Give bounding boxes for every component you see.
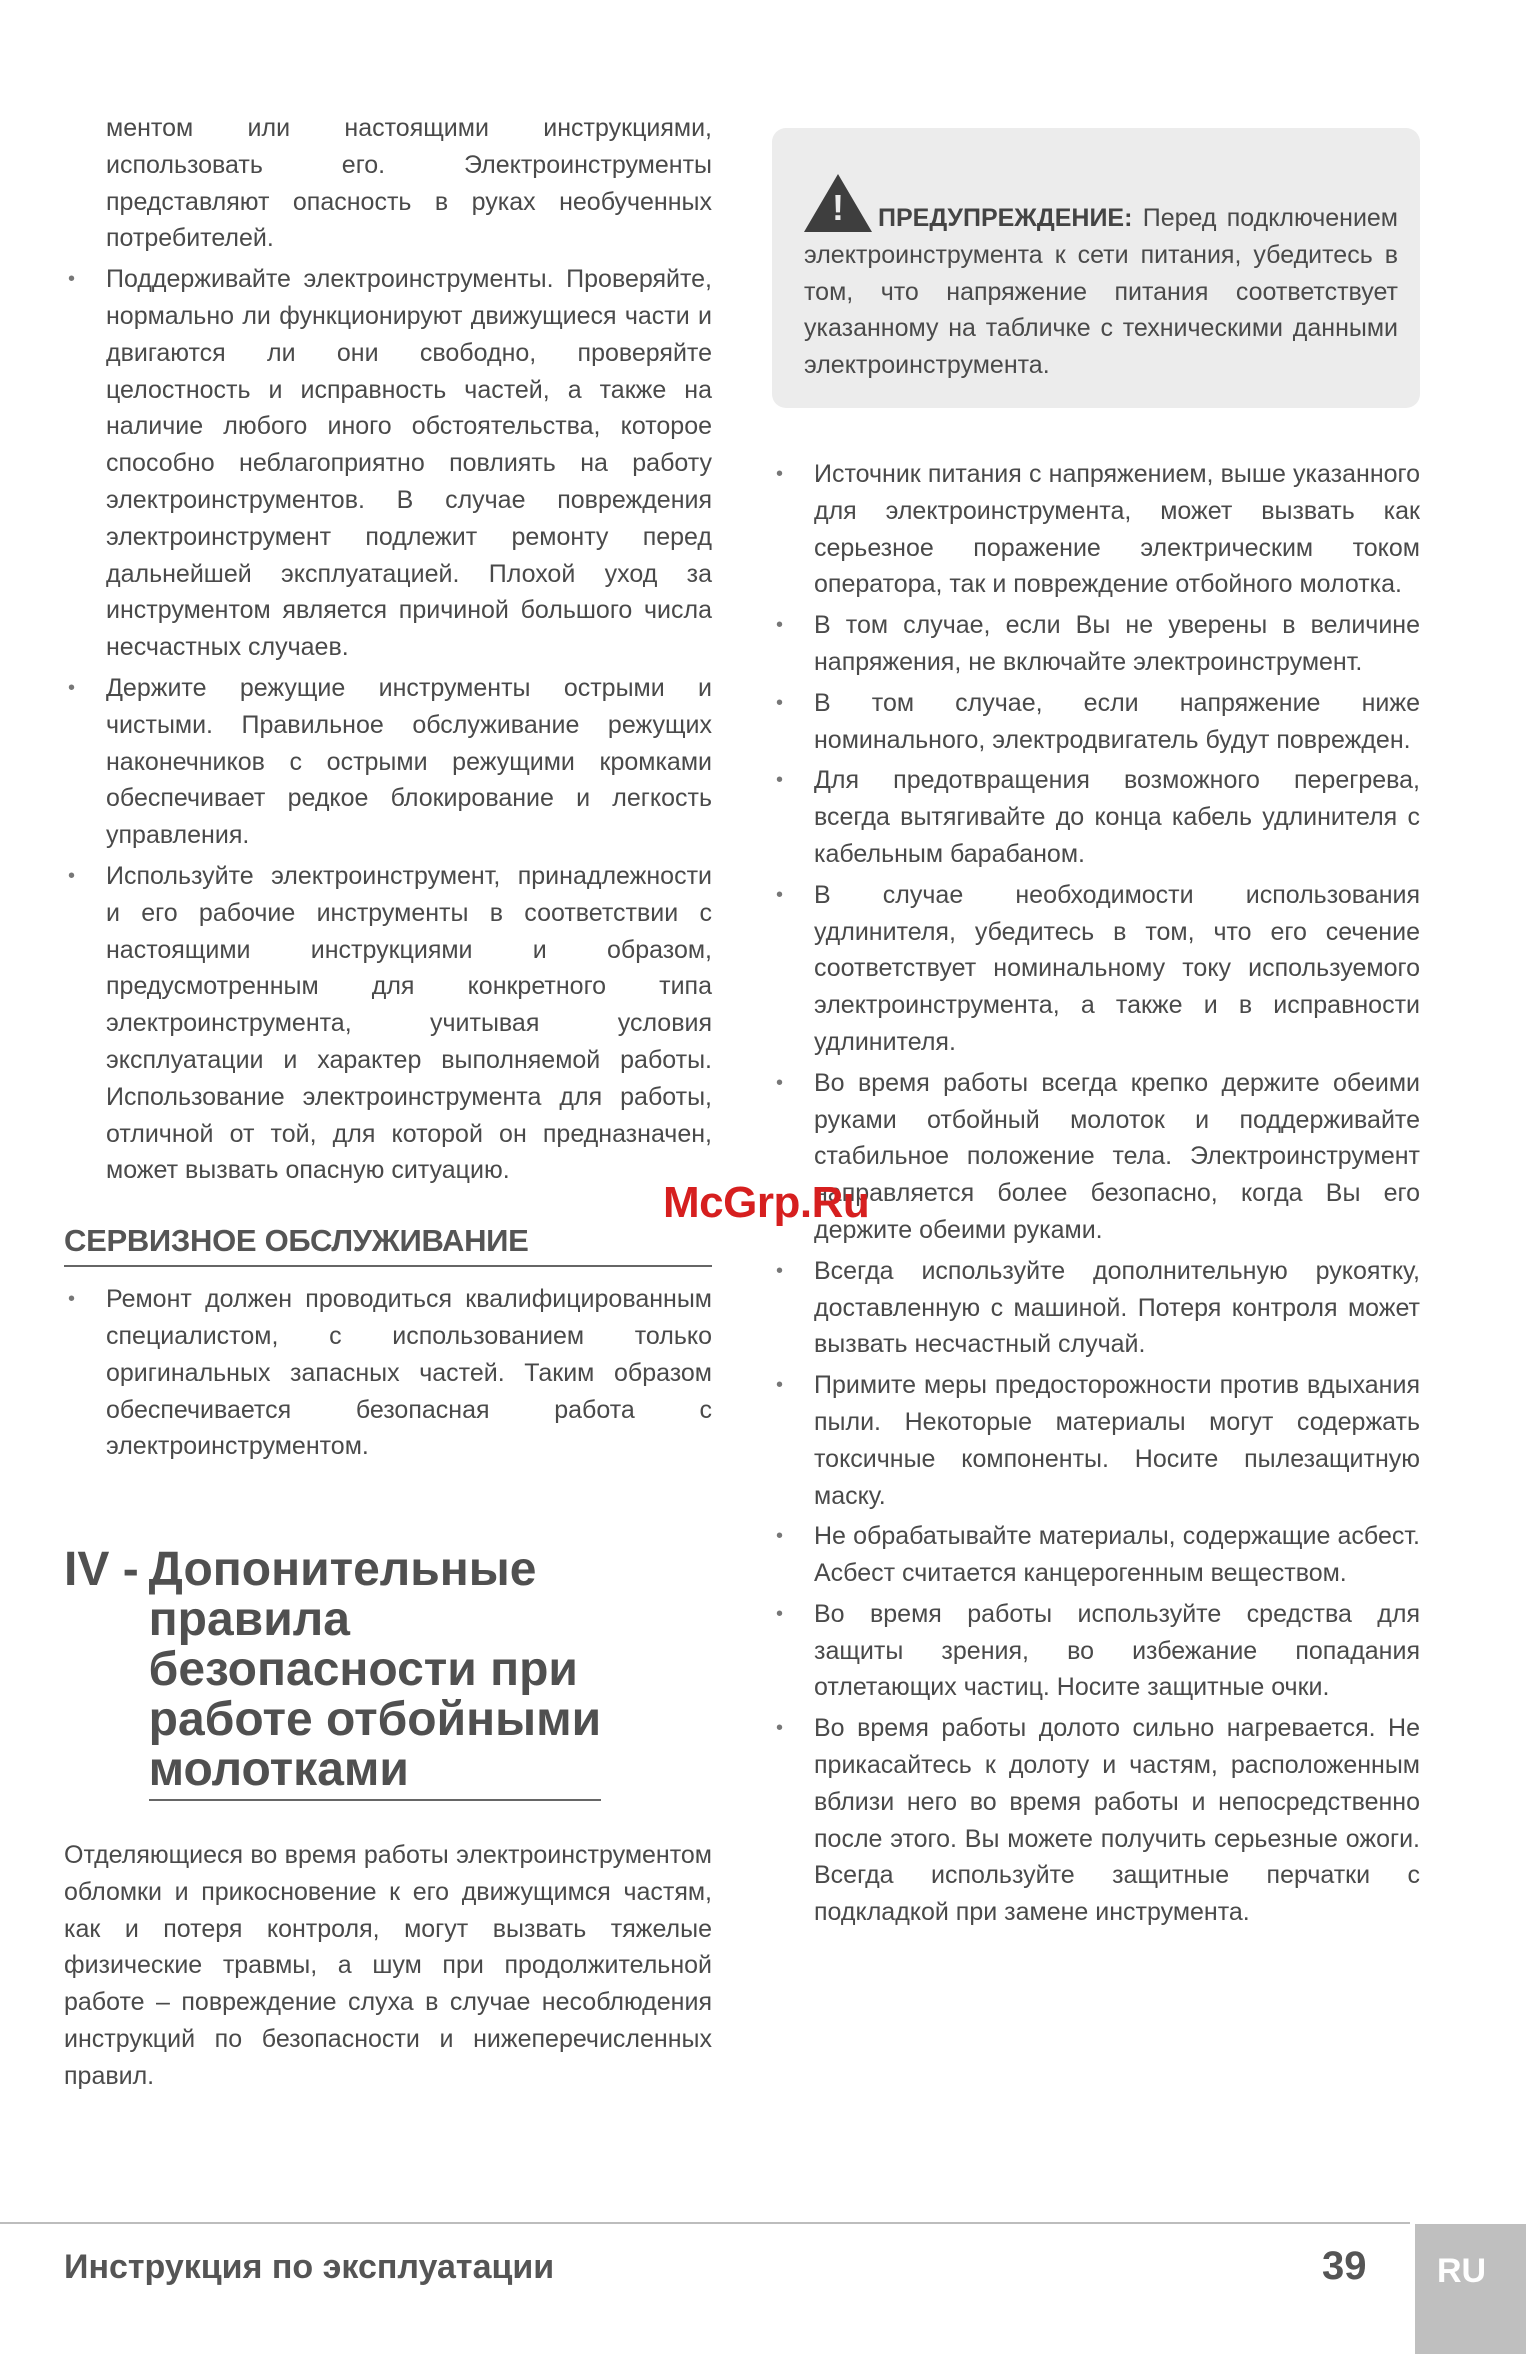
list-item xyxy=(772,1710,1420,1931)
list-item-text: В том случае, если напряжение ниже номинального, электродвигатель будут поврежден. xyxy=(814,688,1420,754)
list-item xyxy=(772,607,1420,681)
chapter-title-line: безопасности при xyxy=(148,1643,578,1697)
chapter-title xyxy=(149,1545,601,1801)
list-item-text: ментом или настоящими инструкциями, использовать его. Электроинструменты представляют опасность в руках необученных потребителей. xyxy=(106,114,712,253)
chapter-title-line: Допонительные xyxy=(148,1543,537,1597)
chapter-title-line: работе отбойными xyxy=(148,1693,602,1747)
list-item-text: Ремонт должен проводиться квалифицированным специалистом, с использованием только оригинальных запасных частей. Таким образом обеспечивается безопасная работа с электроинструментом. xyxy=(106,1285,712,1461)
footer-divider xyxy=(0,2222,1410,2224)
chapter-number: IV - xyxy=(64,1543,139,1597)
list-item-text: Для предотвращения возможного перегрева, всегда вытягивайте до конца кабель удлинителя с кабельным барабаном. xyxy=(814,766,1420,868)
bullet-icon: • xyxy=(68,676,76,699)
list-item xyxy=(772,1367,1420,1514)
list-item-text: Используйте электроинструмент, принадлежности и его рабочие инструменты в соответствии с настоящими инструкциями и образом, предусмотренным для конкретного типа электроинструмента, учитывая условия эксплуатации и характер выполняемой работы. Использование электроинструмента для работы, отличной от той, для которой он предназначен, может вызвать опасную ситуацию. xyxy=(106,861,712,1185)
list-item-text: Примите меры предосторожности против вдыхания пыли. Некоторые материалы могут содержать токсичные компоненты. Носите пылезащитную маску. xyxy=(814,1371,1420,1510)
watermark: McGrp.Ru xyxy=(663,1178,870,1227)
list-item xyxy=(64,858,712,1189)
service-section-title: СЕРВИЗНОЕ ОБСЛУЖИВАНИЕ xyxy=(64,1223,712,1267)
bullet-icon: • xyxy=(776,883,784,906)
list-item xyxy=(64,110,712,257)
bullet-icon: • xyxy=(776,769,784,792)
list-item xyxy=(772,1518,1420,1592)
list-item-text: Держите режущие инструменты острыми и чистыми. Правильное обслуживание режущих наконечников с острыми режущими кромками обеспечивает редкое блокирование и легкость управления. xyxy=(106,673,712,850)
warning-box xyxy=(772,128,1420,408)
left-column xyxy=(64,110,712,2095)
bullet-icon: • xyxy=(776,691,784,714)
list-item xyxy=(772,1596,1420,1706)
list-item xyxy=(64,670,712,854)
list-item-text: Во время работы используйте средства для защиты зрения, во избежание попадания отлетающих частиц. Носите защитные очки. xyxy=(814,1599,1420,1702)
list-item-text: Во время работы долото сильно нагревается. Не прикасайтесь к долоту и частям, расположенным вблизи него во время работы и непосредственно после этого. Вы можете получить серьезные ожоги. Всегда используйте защитные перчатки с подкладкой при замене инструмента. xyxy=(814,1714,1420,1927)
bullet-icon: • xyxy=(776,1602,784,1625)
chapter-heading xyxy=(64,1545,712,1801)
list-item xyxy=(772,877,1420,1061)
bullet-icon: • xyxy=(776,462,784,485)
list-item xyxy=(64,261,712,666)
warning-text: Перед подключением электроинструмента к сети питания, убедитесь в том, что напряжение питания соответствует указанному на табличке с техническими данными электроинструмента. xyxy=(804,204,1398,380)
bullet-icon: • xyxy=(776,1374,784,1397)
list-item xyxy=(772,685,1420,759)
bullet-icon: • xyxy=(68,864,76,887)
list-item-text: В случае необходимости использования удлинителя, убедитесь в том, что его сечение соответствует номинальному току используемого электроинструмента, а также и в исправности удлинителя. xyxy=(814,880,1420,1056)
bullet-icon: • xyxy=(68,268,76,291)
list-item xyxy=(772,456,1420,603)
list-item-text: Всегда используйте дополнительную рукоятку, доставленную с машиной. Потеря контроля может вызвать несчастный случай. xyxy=(814,1256,1420,1359)
footer-title: Инструкция по эксплуатации xyxy=(64,2248,555,2286)
service-item-list xyxy=(64,1281,712,1465)
bullet-icon: • xyxy=(776,614,784,637)
chapter-title-line: правила xyxy=(148,1593,350,1647)
language-label: RU xyxy=(1437,2252,1487,2290)
chapter-intro-paragraph: Отделяющиеся во время работы электроинструментом обломки и прикосновение к его движущимся частям, как и потеря контроля, могут вызвать тяжелые физические травмы, а шум при продолжительной работе – повреждение слуха в случае несоблюдения инструкций по безопасности и нижеперечисленных правил. xyxy=(64,1841,712,2090)
list-item-text: Источник питания с напряжением, выше указанного для электроинструмента, может вызвать как серьезное поражение электрическим током оператора, так и повреждение отбойного молотка. xyxy=(814,459,1420,599)
bullet-icon: • xyxy=(776,1717,784,1740)
chapter-title-line: молотками xyxy=(148,1743,409,1797)
list-item-text: Поддерживайте электроинструменты. Проверяйте, нормально ли функционируют движущиеся части и двигаются ли они свободно, проверяйте целостность и исправность частей, а также на наличие любого иного обстоятельства, которое способно неблагоприятно повлиять на работу электроинструментов. В случае повреждения электроинструмент подлежит ремонту перед дальнейшей эксплуатацией. Плохой уход за инструментом является причиной большого числа несчастных случаев. xyxy=(106,265,712,662)
bullet-icon: • xyxy=(68,1288,76,1311)
language-tab xyxy=(1415,2224,1526,2354)
right-column xyxy=(772,110,1420,1935)
list-item-text: В том случае, если Вы не уверены в величине напряжения, не включайте электроинструмент. xyxy=(814,611,1420,676)
warning-label: ПРЕДУПРЕЖДЕНИЕ: xyxy=(878,204,1133,232)
list-item xyxy=(772,762,1420,872)
page-number: 39 xyxy=(1322,2244,1367,2288)
warning-triangle-icon xyxy=(804,174,872,232)
list-item xyxy=(772,1253,1420,1363)
bullet-icon: • xyxy=(776,1071,784,1094)
list-item-text: Не обрабатывайте материалы, содержащие асбест. Асбест считается канцерогенным веществом. xyxy=(814,1522,1420,1588)
bullet-icon: • xyxy=(776,1525,784,1548)
list-item xyxy=(64,1281,712,1465)
left-item-list xyxy=(64,110,712,1189)
bullet-icon: • xyxy=(776,1259,784,1282)
list-item-text: Во время работы всегда крепко держите обеими руками отбойный молоток и поддерживайте стабильное положение тела. Электроинструмент направляется более безопасно, когда Вы его держите обеими руками. xyxy=(814,1068,1420,1244)
